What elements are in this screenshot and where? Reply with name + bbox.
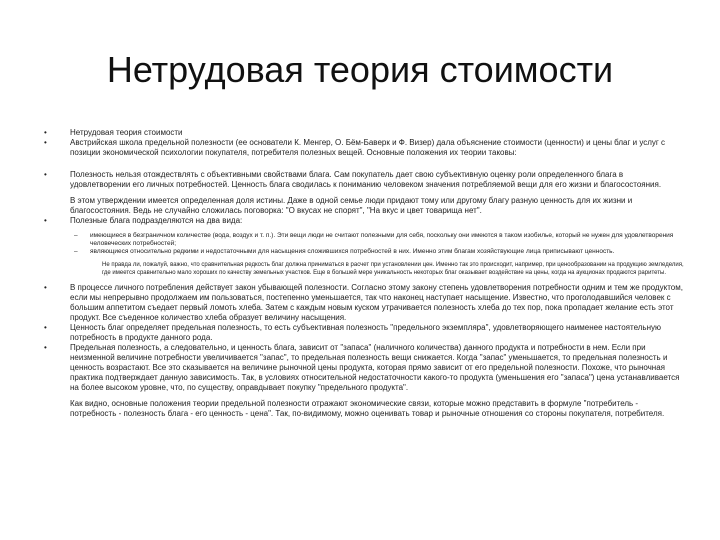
note-paragraph: Не правда ли, пожалуй, важно, что сравнительная редкость благ должна приниматься в расчет при установлении цен. Именно так это происходит, например, при ценообразовании на продукцию земледелия, где имеется сравнительно мало хороших по качеству земельных участков. Еще в большей мере уникальность некоторых благ оказывает воздействие на цены, когда на аукционах продаются раритеты. <box>102 262 684 276</box>
slide-content <box>44 128 684 419</box>
bullet-item: • В процессе личного потребления действует закон убывающей полезности. Согласно этому закону степень удовлетворения потребности одним и тем же продуктом, если мы непрерывно продолжаем им пользоваться, постепенно уменьшается, так что наконец наступает насыщение. Известно, что проголодавшийся человек с большим аппетитом съедает первый ломоть хлеба. Затем с каждым новым куском утрачивается полезность хлеба до тех пор, пока пропадает желание есть этот продукт. Все съеденное количество хлеба образует величину насыщения. <box>44 283 684 323</box>
slide-title: Нетрудовая теория стоимости <box>106 49 614 90</box>
sub-bullet-item: – имеющиеся в безграничном количестве (вода, воздух и т. п.). Эти вещи люди не считают полезными для себя, поскольку они имеются в таком изобилье, который не нужен для удовлетворения человеческих потребностей; <box>44 232 684 248</box>
bullet-item: • Полезные блага подразделяются на два вида: <box>44 216 684 226</box>
sub-bullet-item: – являющиеся относительно редкими и недостаточными для насыщения сложившихся потребностей в них. Именно этим благам хозяйствующие лица приписывают ценность. <box>44 248 684 256</box>
bullet-item: • Ценность благ определяет предельная полезность, то есть субъективная полезность "предельного экземпляра", удовлетворяющего наименее настоятельную потребность в продукте данного рода. <box>44 323 684 343</box>
bullet-item: • Полезность нельзя отождествлять с объективными свойствами блага. Сам покупатель дает свою субъективную оценку роли определенного блага в удовлетворении его личных потребностей. Ценность блага сводилась к пониманию человеком значения потребляемой вещи для его жизни и благосостояния. <box>44 170 684 190</box>
bullet-item: • Нетрудовая теория стоимости <box>44 128 684 138</box>
paragraph: Как видно, основные положения теории предельной полезности отражают экономические связи, которые можно представить в формуле "потребитель - потребность - полезность блага - его ценность - цена". Так, по-видимому, можно оценивать товар и рыночные отношения со стороны покупателя, потребителя. <box>70 399 665 418</box>
bullet-item: • Предельная полезность, а следовательно, и ценность блага, зависит от "запаса" (наличного количества) данного продукта и потребности в нем. Если при неизменной величине потребности увеличивается "запас", то предельная полезность вещи снижается. Когда "запас" уменьшается, то предельная полезность и ценность возрастают. Все это сказывается на величине рыночной цены продукта, которая прямо зависит от его предельной полезности. Похоже, что рыночная практика подтверждает данную зависимость. Так, в условиях относительной недостаточности какого-то продукта (уменьшения его "запаса") цена устанавливается на более высоком уровне, что, по существу, оправдывает покупку "предельного продукта". <box>44 343 684 393</box>
paragraph: В этом утверждении имеется определенная доля истины. Даже в одной семье люди придают тому или другому благу разную ценность для их жизни и благосостояния. Ведь не случайно сложилась поговорка: "О вкусах не спорят", "На вкус и цвет товарища нет". <box>70 196 633 215</box>
bullet-item: • Австрийская школа предельной полезности (ее основатели К. Менгер, О. Бём-Баверк и Ф. Визер) дала объяснение стоимости (ценности) и цены благ и услуг с позиции экономической психологии покупателя, потребителя полезных вещей. Основные положения их теории таковы: <box>44 138 684 158</box>
